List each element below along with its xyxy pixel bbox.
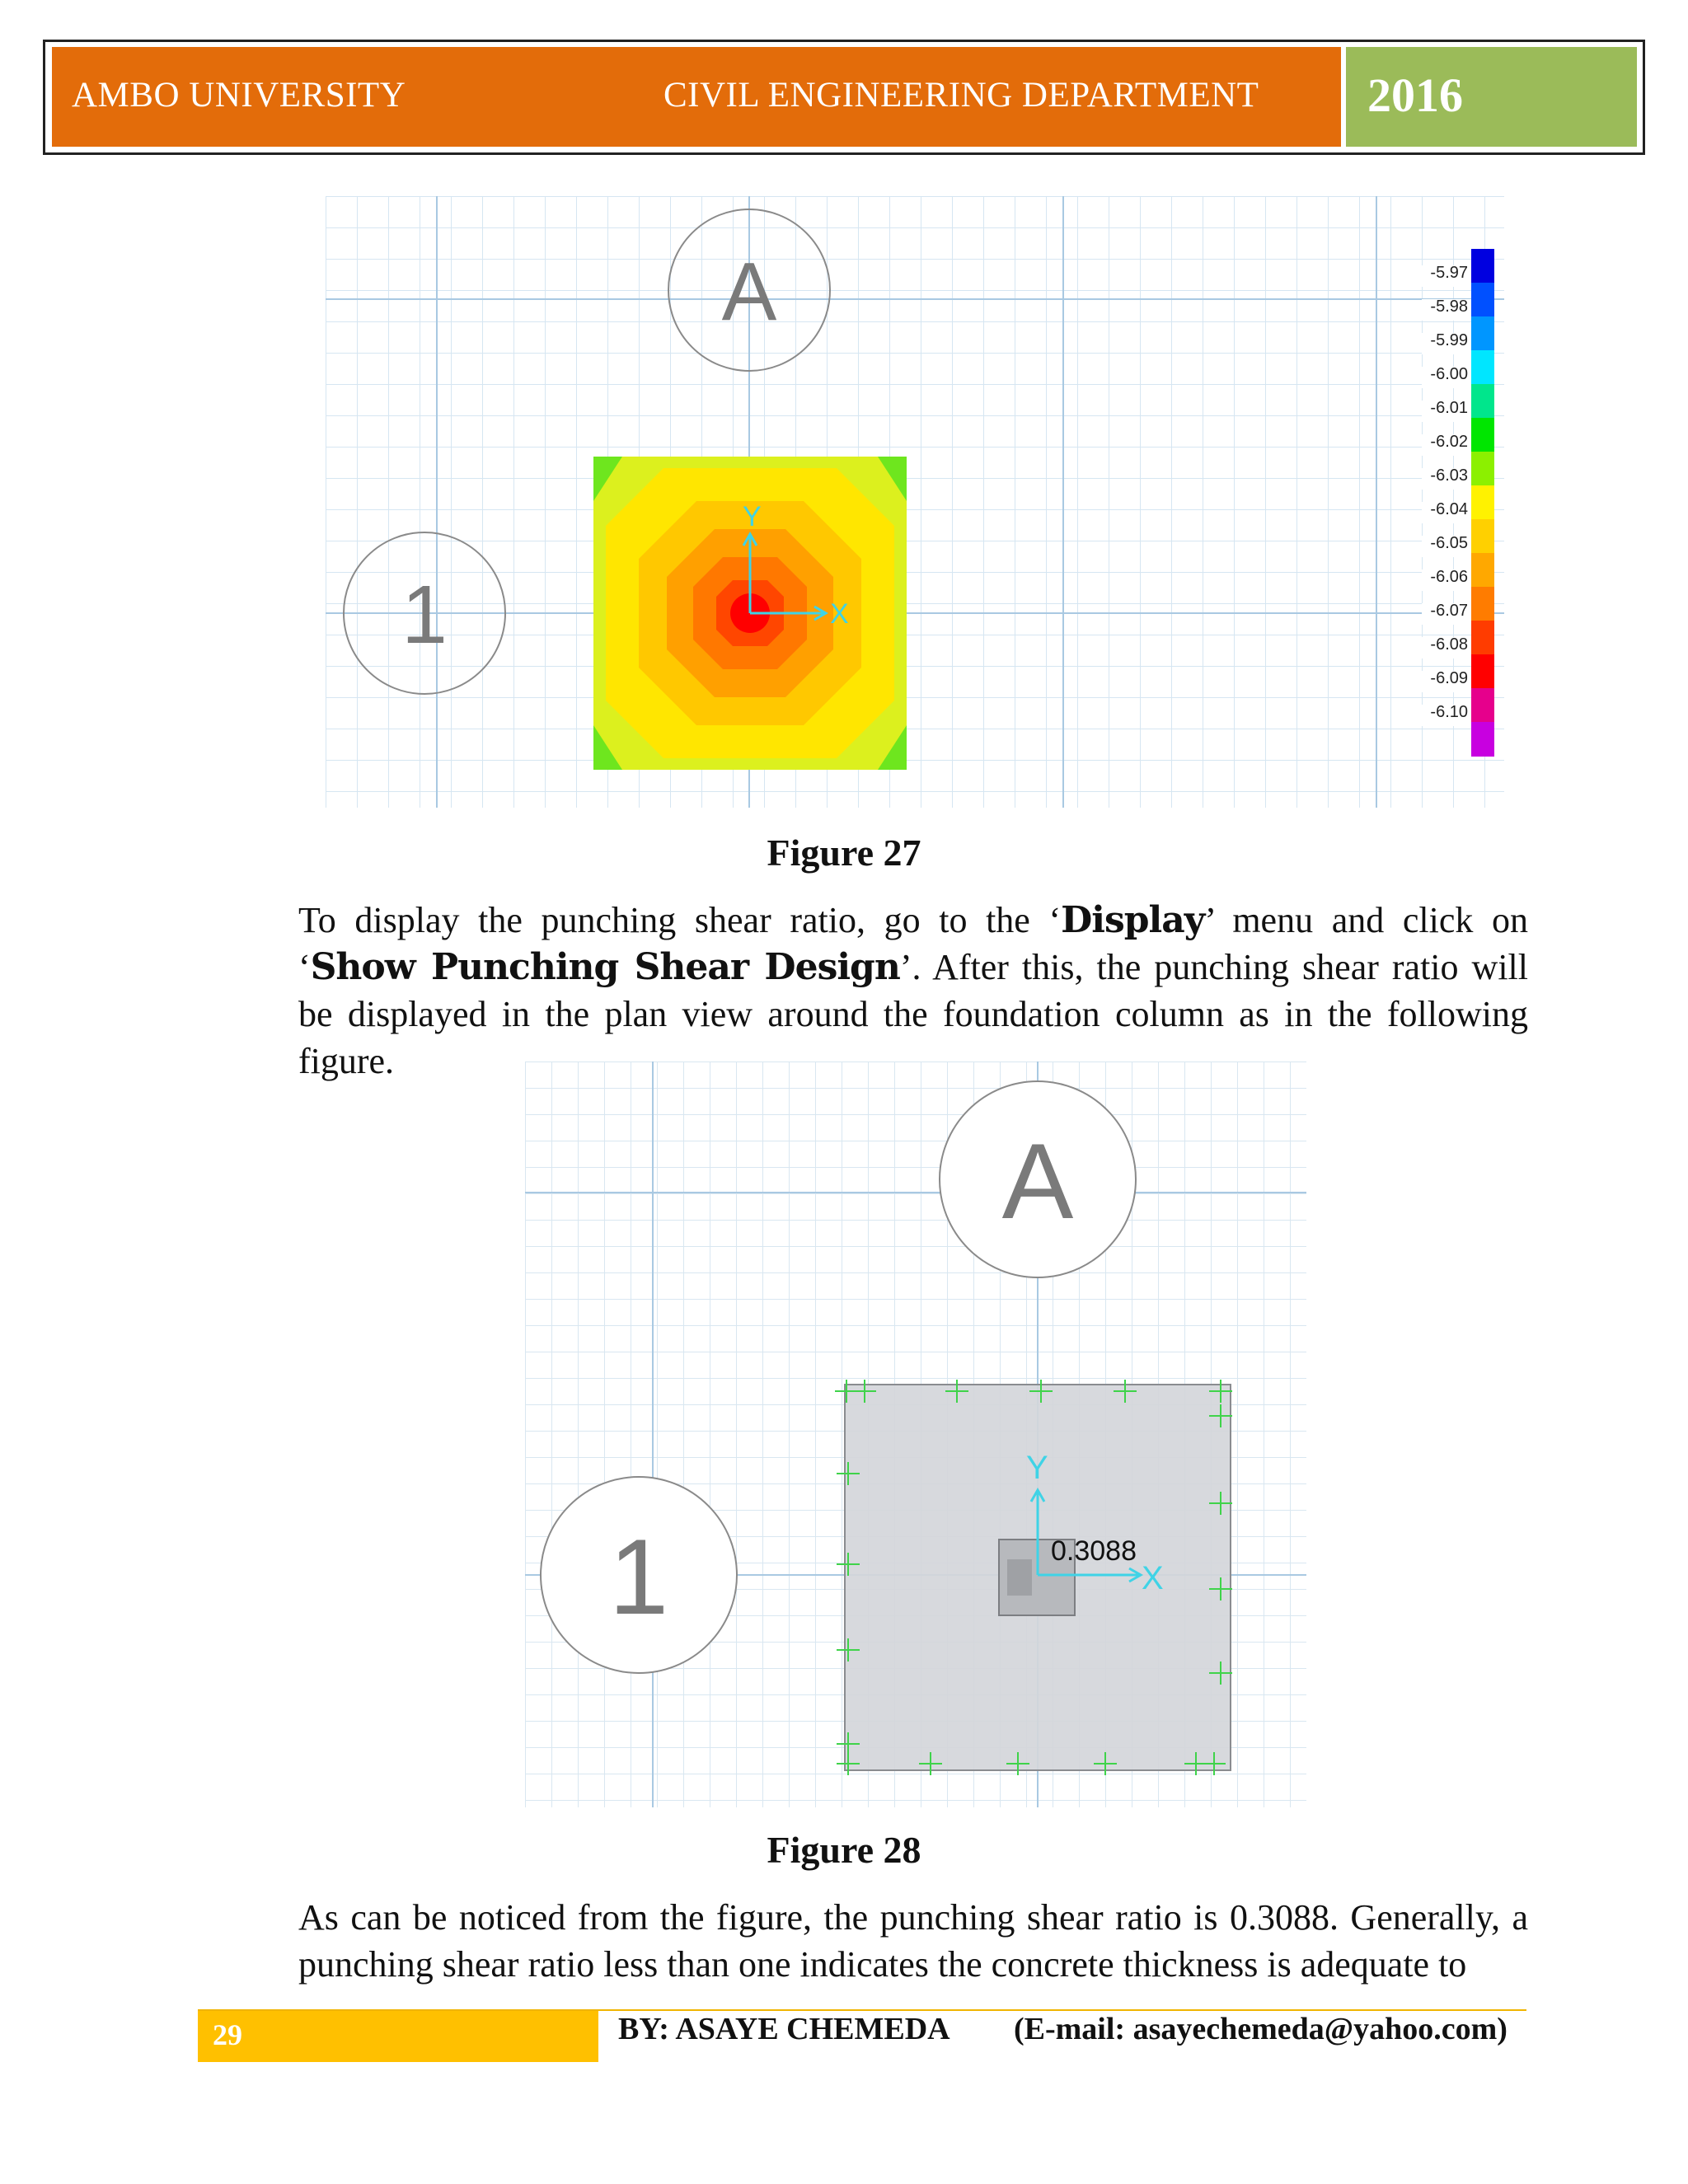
figure-27	[326, 196, 1504, 808]
page-number: 29	[213, 2018, 242, 2051]
legend-swatch	[1471, 249, 1494, 284]
footer-author: BY: ASAYE CHEMEDA	[618, 2012, 950, 2046]
legend-value-label: -5.97	[1430, 264, 1468, 282]
paragraph-display-instructions	[298, 897, 1528, 1085]
legend-swatch	[1471, 587, 1494, 621]
column-shading	[1007, 1559, 1032, 1596]
legend-value-label: -6.00	[1430, 365, 1468, 383]
legend-swatch	[1471, 418, 1494, 452]
legend-swatch	[1471, 654, 1494, 689]
footer-email: (E-mail: asayechemeda@yahoo.com)	[1014, 2012, 1507, 2046]
figure-28-plot	[525, 1062, 1306, 1807]
figure-28	[525, 1062, 1306, 1807]
para1-text-a: To display the punching shear ratio, go to the ‘	[298, 900, 1062, 940]
legend-swatch	[1471, 316, 1494, 351]
legend-value-label: -6.07	[1430, 602, 1468, 620]
legend-value-label: -6.04	[1430, 500, 1468, 518]
grid-background	[326, 196, 1504, 808]
y-axis-label: Y	[1026, 1450, 1048, 1486]
footer-page-box	[198, 2011, 598, 2062]
command-name-show-punching-shear: Show Punching Shear Design	[310, 946, 900, 988]
figure-27-plot	[326, 196, 1504, 808]
legend-value-label: -6.08	[1430, 635, 1468, 654]
grid-label-1: 1	[401, 569, 448, 661]
x-axis-label: X	[830, 598, 849, 630]
x-axis-label: X	[1142, 1560, 1164, 1596]
menu-name-display: Display	[1061, 899, 1205, 941]
punching-shear-ratio-label: 0.3088	[1051, 1535, 1137, 1567]
legend-swatch	[1471, 553, 1494, 588]
legend-swatch	[1471, 283, 1494, 317]
legend-value-label: -6.01	[1430, 399, 1468, 417]
paragraph-punching-shear-result: As can be noticed from the figure, the punching shear ratio is 0.3088. Generally, a punching shear ratio less than one indicates the concrete thickness is adequate to	[298, 1897, 1528, 1985]
legend-value-label: -5.99	[1430, 331, 1468, 349]
header-banner	[52, 47, 1341, 147]
legend-swatch	[1471, 485, 1494, 520]
legend-swatch	[1471, 350, 1494, 385]
figure-27-caption: Figure 27	[767, 832, 921, 874]
grid-label-1: 1	[608, 1516, 669, 1637]
legend-value-label: -6.05	[1430, 534, 1468, 552]
legend-swatch	[1471, 621, 1494, 655]
legend-value-label: -6.09	[1430, 669, 1468, 687]
legend-swatch	[1471, 519, 1494, 554]
legend-swatch	[1471, 722, 1494, 757]
department-name: CIVIL ENGINEERING DEPARTMENT	[663, 76, 1259, 115]
grid-label-a: A	[721, 246, 777, 338]
year-box	[1346, 47, 1637, 147]
legend-value-label: -6.10	[1430, 703, 1468, 721]
legend-value-label: -5.98	[1430, 298, 1468, 316]
y-axis-label: Y	[743, 501, 762, 532]
university-name: AMBO UNIVERSITY	[72, 76, 406, 115]
legend-swatch	[1471, 452, 1494, 486]
figure-28-caption: Figure 28	[767, 1829, 921, 1871]
para1-text-c: ’ menu and click on ‘	[298, 900, 1528, 987]
legend-value-label: -6.06	[1430, 568, 1468, 586]
legend-value-label: -6.03	[1430, 466, 1468, 485]
legend-swatch	[1471, 384, 1494, 419]
header-year: 2016	[1367, 68, 1463, 122]
para1-text-e: ’. After this, the punching shear ratio will be displayed in the plan view around the foundation column as in the following figure.	[298, 947, 1529, 1081]
legend-value-label: -6.02	[1430, 433, 1468, 451]
grid-label-a: A	[1001, 1121, 1074, 1241]
legend-swatch	[1471, 688, 1494, 723]
